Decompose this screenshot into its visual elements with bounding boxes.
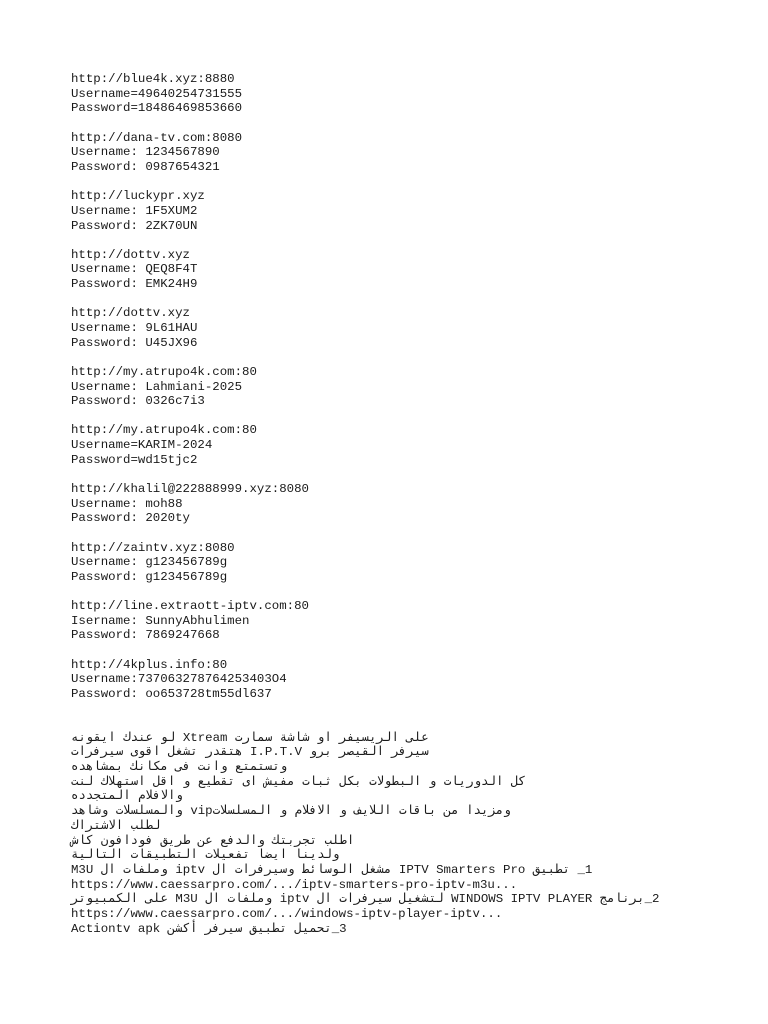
credential-entry xyxy=(71,306,731,350)
password-line: Password: 0987654321 xyxy=(71,159,220,174)
server-url: http://khalil@222888999.xyz:8080 xyxy=(71,481,309,496)
server-url: http://dana-tv.com:8080 xyxy=(71,130,243,145)
password-line: Password=18486469853660 xyxy=(71,101,243,116)
password-line: Password: 0326c7i3 xyxy=(71,394,205,409)
password-line: Password: g123456789g xyxy=(71,569,228,584)
server-url: http://zaintv.xyz:8080 xyxy=(71,540,235,555)
password-line: Password: 2ZK70UN xyxy=(71,218,198,233)
promo-line: اطلب تجربتك والدفع عن طريق فودافون كاش xyxy=(71,833,355,848)
link-windows-iptv-player[interactable]: https://www.caessarpro.com/.../windows-iptv-player-iptv... xyxy=(71,906,503,921)
document-body xyxy=(71,72,731,936)
server-url: http://line.extraott-iptv.com:80 xyxy=(71,599,309,614)
promo-line: لطلب الاشتراك xyxy=(71,818,161,833)
credential-entry xyxy=(71,131,731,175)
username-line: Username:737063278764253403O4 xyxy=(71,672,287,687)
promo-line: ولدينا ايضا تفعيلات التطبيقات التالية xyxy=(71,848,340,863)
username-line: Username: 1F5XUM2 xyxy=(71,203,198,218)
username-line: Username: QEQ8F4T xyxy=(71,262,198,277)
promo-line: والافلام المتجدده xyxy=(71,789,183,804)
credential-entry xyxy=(71,72,731,116)
promo-line: على الريسيفر او شاشة سمارت Xtream لو عندك ايقونه xyxy=(71,730,429,745)
server-url: http://4kplus.info:80 xyxy=(71,657,228,672)
password-line: Password: EMK24H9 xyxy=(71,277,198,292)
credential-entry xyxy=(71,423,731,467)
credential-entry xyxy=(71,248,731,292)
username-line: Username: g123456789g xyxy=(71,555,228,570)
credential-entry xyxy=(71,658,731,702)
credential-entry xyxy=(71,365,731,409)
password-line: Password: 7869247668 xyxy=(71,628,220,643)
credential-entry xyxy=(71,189,731,233)
link-iptv-smarters[interactable]: https://www.caessarpro.com/.../iptv-smarters-pro-iptv-m3u... xyxy=(71,877,518,892)
password-line: Password=wd15tjc2 xyxy=(71,452,198,467)
password-line: Password: 2020ty xyxy=(71,511,190,526)
promo-line: كل الدوريات و البطولات بكل ثبات مفيش اى تقطيع و اقل استهلاك لنت xyxy=(71,774,526,789)
username-line: Username: Lahmiani-2025 xyxy=(71,379,243,394)
server-url: http://dottv.xyz xyxy=(71,306,190,321)
credentials-list xyxy=(71,72,731,702)
server-url: http://luckypr.xyz xyxy=(71,189,205,204)
app-item-3: 3_تحميل تطبيق سيرفر أكشن Actiontv apk xyxy=(71,921,347,936)
username-line: Username=49640254731555 xyxy=(71,86,243,101)
promo-line: وتستمتع وانت فى مكانك بمشاهده xyxy=(71,760,288,775)
password-line: Password: U45JX96 xyxy=(71,335,198,350)
server-url: http://my.atrupo4k.com:80 xyxy=(71,423,257,438)
username-line: Username: 1234567890 xyxy=(71,145,220,160)
app-item-2: 2_برنامج WINDOWS IPTV PLAYER لتشغيل سيرفرات ال iptv وملفات ال M3U على الكمبيوتر xyxy=(71,892,660,907)
server-url: http://my.atrupo4k.com:80 xyxy=(71,364,257,379)
app-item-1: 1_ تطبيق IPTV Smarters Pro مشغل الوسائط وسيرفرات ال iptv وملفات ال M3U xyxy=(71,862,593,877)
credential-entry xyxy=(71,599,731,643)
promo-line: سيرفر القيصر برو I.P.T.V هتقدر تشغل اقوى سيرفرات xyxy=(71,745,429,760)
username-line: Username: 9L61HAU xyxy=(71,320,198,335)
username-line: Username: moh88 xyxy=(71,496,183,511)
promo-text xyxy=(71,731,731,937)
credential-entry xyxy=(71,482,731,526)
username-line: Isername: SunnyAbhulimen xyxy=(71,613,250,628)
server-url: http://blue4k.xyz:8880 xyxy=(71,72,235,86)
server-url: http://dottv.xyz xyxy=(71,247,190,262)
username-line: Username=KARIM-2024 xyxy=(71,438,213,453)
promo-line: ومزيدا من باقات اللايف و الافلام و المسلسلاتvip والمسلسلات وشاهد xyxy=(71,804,511,819)
credential-entry xyxy=(71,541,731,585)
password-line: Password: oo653728tm55dl637 xyxy=(71,687,272,701)
